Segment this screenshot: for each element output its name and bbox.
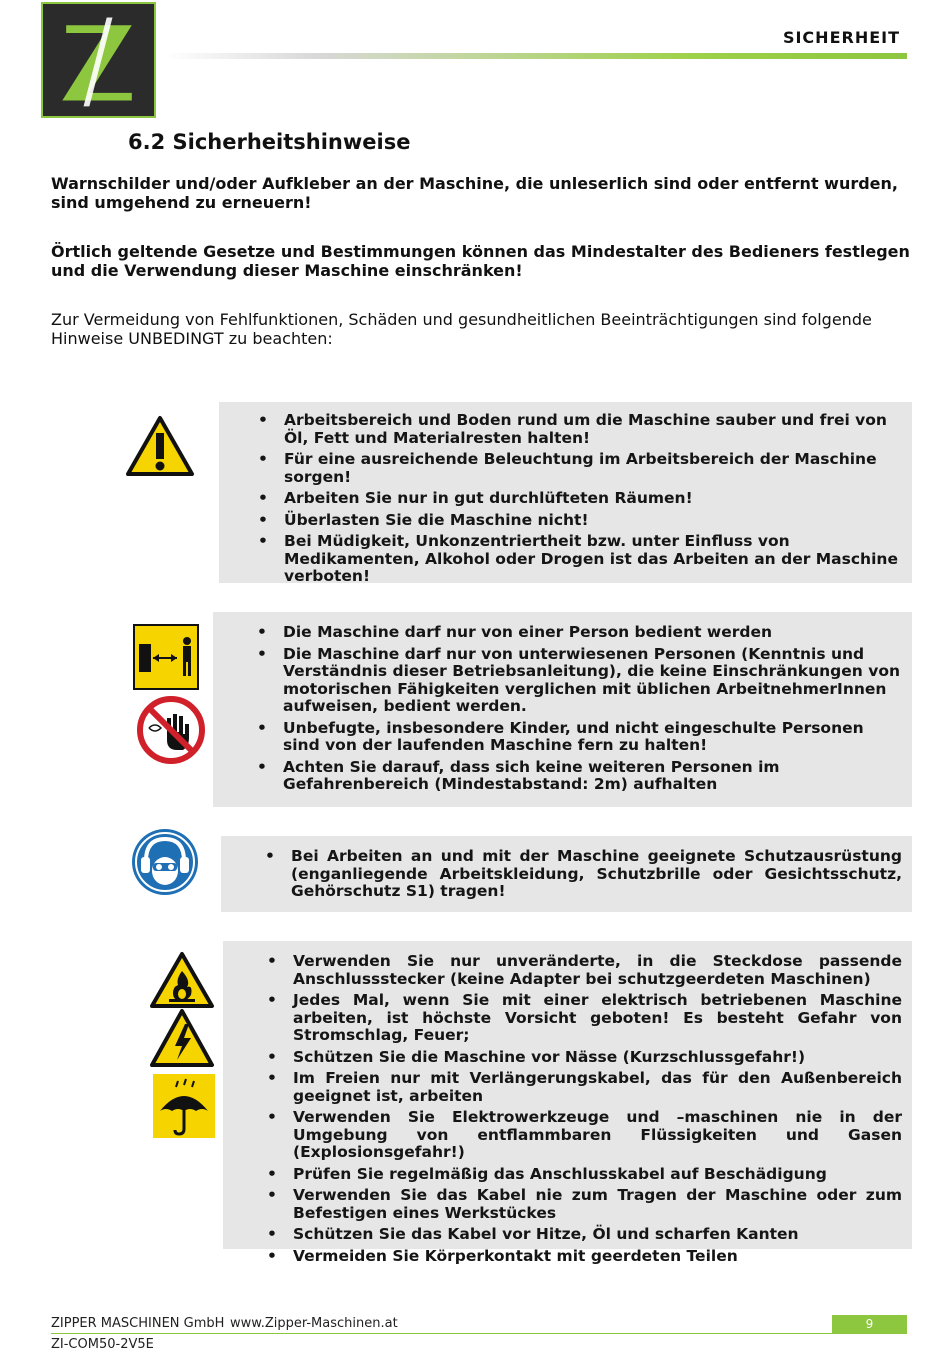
list-item: • Die Maschine darf nur von einer Person bedient werden [253, 624, 900, 642]
zipper-logo-icon [43, 4, 154, 116]
header-rule [165, 53, 907, 59]
instructions-intro-paragraph: Zur Vermeidung von Fehlfunktionen, Schäden und gesundheitlichen Beeinträchtigungen sind folgende Hinweise UNBEDINGT zu beachten: [51, 310, 872, 348]
list-item: • Vermeiden Sie Körperkontakt mit geerdeten Teilen [263, 1248, 902, 1266]
list-item: • Verwenden Sie das Kabel nie zum Tragen der Maschine oder zum Befestigen eines Werkstückes [263, 1187, 902, 1222]
local-laws-paragraph: Örtlich geltende Gesetze und Bestimmungen können das Mindestalter des Bedieners festlegen und die Verwendung dieser Maschine einschränken! [51, 242, 910, 280]
electrical-safety-box [223, 941, 912, 1265]
footer-rule [51, 1333, 907, 1334]
footer-company: ZIPPER MASCHINEN GmbH [51, 1316, 225, 1331]
general-safety-list [219, 402, 912, 586]
list-item: • Unbefugte, insbesondere Kinder, und nicht eingeschulte Personen sind von der laufenden Maschine fern zu halten! [253, 720, 900, 755]
footer-website-link[interactable]: www.Zipper-Maschinen.at [230, 1316, 398, 1331]
no-touch-icon [137, 696, 205, 764]
list-item: • Bei Arbeiten an und mit der Maschine geeignete Schutzausrüstung (enganliegende Arbeitskleidung, Schutzbrille oder Gesichtsschutz, Gehörschutz S1) tragen! [261, 848, 902, 901]
list-item: • Verwenden Sie nur unveränderte, in die Steckdose passende Anschlussstecker (keine Adapter bei schutzgeerdeten Maschinen) [263, 953, 902, 988]
section-title: 6.2 Sicherheitshinweise [128, 130, 411, 154]
list-item: • Überlasten Sie die Maschine nicht! [254, 512, 902, 530]
electric-hazard-icon [149, 1008, 215, 1068]
page-number: 9 [832, 1315, 907, 1333]
list-item: • Bei Müdigkeit, Unkonzentriertheit bzw. unter Einfluss von Medikamenten, Alkohol oder Drogen ist das Arbeiten an der Maschine verboten! [254, 533, 902, 586]
electrical-safety-list [223, 941, 912, 1265]
list-item: • Prüfen Sie regelmäßig das Anschlusskabel auf Beschädigung [263, 1166, 902, 1184]
general-safety-box [219, 402, 912, 583]
flammable-icon [149, 951, 215, 1009]
list-item: • Die Maschine darf nur von unterwiesenen Personen (Kenntnis und Verständnis dieser Betriebsanleitung), die keine Einschränkungen von motorischen Fähigkeiten verglichen mit üblichen ArbeitnehmerInnen aufweisen, bedient werden. [253, 646, 900, 716]
list-item: • Arbeiten Sie nur in gut durchlüfteten Räumen! [254, 490, 902, 508]
zipper-logo [41, 2, 156, 118]
keep-distance-icon [133, 624, 199, 690]
list-item: • Schützen Sie das Kabel vor Hitze, Öl und scharfen Kanten [263, 1226, 902, 1244]
protective-equipment-box [221, 836, 912, 912]
document-code: ZI-COM50-2V5E [51, 1337, 154, 1352]
list-item: • Achten Sie darauf, dass sich keine weiteren Personen im Gefahrenbereich (Mindestabstand: 2m) aufhalten [253, 759, 900, 794]
protective-equipment-list [221, 836, 912, 901]
list-item: • Jedes Mal, wenn Sie mit einer elektrisch betriebenen Maschine arbeiten, ist höchste Vorsicht geboten! Es besteht Gefahr von Stromschlag, Feuer; [263, 992, 902, 1045]
ear-eye-protection-icon [130, 827, 200, 897]
list-item: • Für eine ausreichende Beleuchtung im Arbeitsbereich der Maschine sorgen! [254, 451, 902, 486]
operator-safety-box [213, 612, 912, 807]
list-item: • Im Freien nur mit Verlängerungskabel, das für den Außenbereich geeignet ist, arbeiten [263, 1070, 902, 1105]
list-item: • Verwenden Sie Elektrowerkzeuge und –maschinen nie in der Umgebung von entflammbaren Flüssigkeiten und Gasen (Explosionsgefahr!) [263, 1109, 902, 1162]
header-title: SICHERHEIT [782, 28, 900, 47]
keep-dry-icon [152, 1073, 216, 1139]
operator-safety-list [213, 612, 912, 794]
warning-triangle-icon [125, 415, 195, 477]
list-item: • Arbeitsbereich und Boden rund um die Maschine sauber und frei von Öl, Fett und Materialresten halten! [254, 412, 902, 447]
list-item: • Schützen Sie die Maschine vor Nässe (Kurzschlussgefahr!) [263, 1049, 902, 1067]
warning-labels-paragraph: Warnschilder und/oder Aufkleber an der Maschine, die unleserlich sind oder entfernt wurden, sind umgehend zu erneuern! [51, 174, 898, 212]
